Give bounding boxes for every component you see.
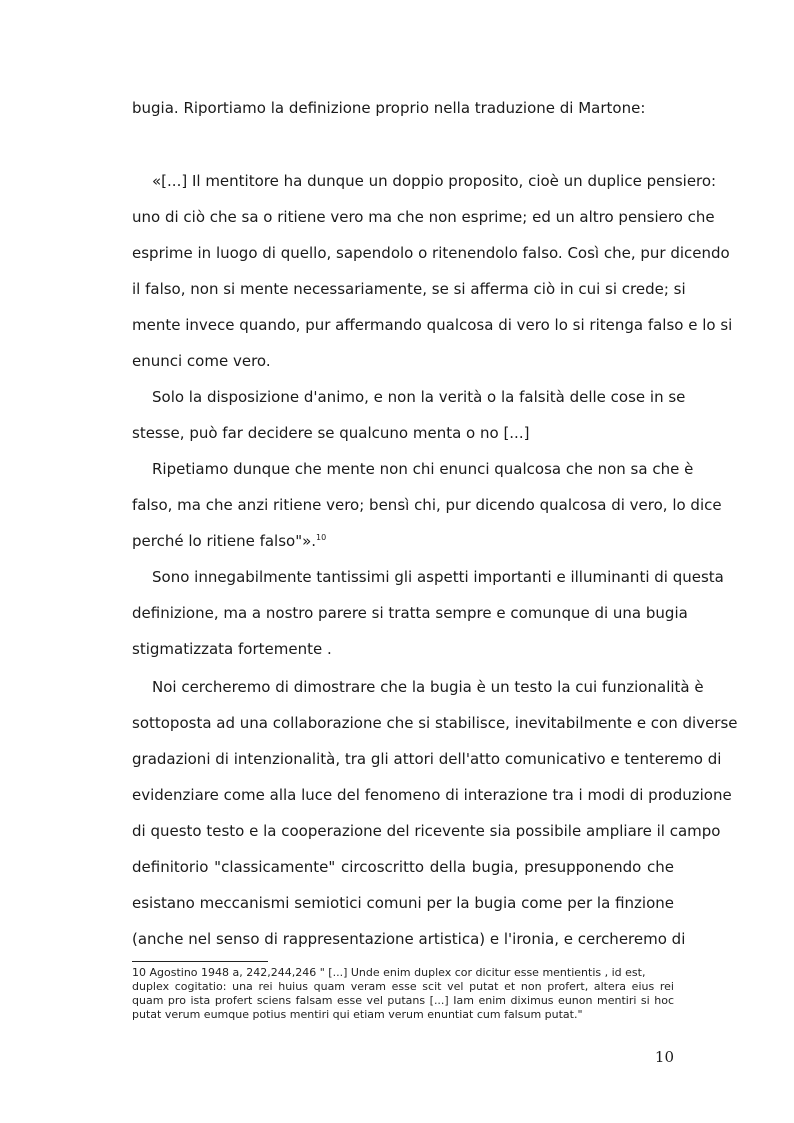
footnote-divider [132,961,268,962]
quote-line: Ripetiamo dunque che mente non chi enunci qualcosa che non sa che è [152,460,694,478]
quote-line: Solo la disposizione d'animo, e non la verità o la falsità delle cose in se [152,388,686,406]
footnote-reference[interactable]: 10 [316,533,327,542]
page-number: 10 [654,1048,674,1066]
body-line: stigmatizzata fortemente . [132,640,332,658]
quote-line: «[...] Il mentitore ha dunque un doppio proposito, cioè un duplice pensiero: [152,172,717,190]
body-line: di questo testo e la cooperazione del ricevente sia possibile ampliare il campo [132,822,721,840]
intro-line: bugia. Riportiamo la definizione proprio nella traduzione di Martone: [132,99,646,117]
footnote-line: putat verum eumque potius mentiri qui etiam verum enuntiat cum falsum putat." [132,1008,583,1021]
body-line: evidenziare come alla luce del fenomeno di interazione tra i modi di produzione [132,786,732,804]
quote-line: esprime in luogo di quello, sapendolo o ritenendolo falso. Così che, pur dicendo [132,244,730,262]
footnote-line: 10 Agostino 1948 a, 242,244,246 " [...] Unde enim duplex cor dicitur esse mentientis , id est, [132,966,646,979]
quote-line: stesse, può far decidere se qualcuno menta o no [...] [132,424,530,442]
body-line: Sono innegabilmente tantissimi gli aspetti importanti e illuminanti di questa [152,568,724,586]
body-line: Noi cercheremo di dimostrare che la bugia è un testo la cui funzionalità è [152,678,704,696]
footnote-line: duplex cogitatio: una rei huius quam veram esse scit vel putat et non profert, altera eius rei [132,980,674,993]
body-line: esistano meccanismi semiotici comuni per la bugia come per la finzione [132,894,674,912]
quote-line: uno di ciò che sa o ritiene vero ma che non esprime; ed un altro pensiero che [132,208,715,226]
footnote-line: quam pro ista profert sciens falsam esse vel putans [...] Iam enim diximus eunon mentiri si hoc [132,994,674,1007]
body-line: (anche nel senso di rappresentazione artistica) e l'ironia, e cercheremo di [132,930,686,948]
body-line: sottoposta ad una collaborazione che si stabilisce, inevitabilmente e con diverse [132,714,738,732]
body-line: gradazioni di intenzionalità, tra gli attori dell'atto comunicativo e tenteremo di [132,750,722,768]
quote-line-text: perché lo ritiene falso"». [132,532,317,550]
quote-line: il falso, non si mente necessariamente, se si afferma ciò in cui si crede; si [132,280,686,298]
quote-line: enunci come vero. [132,352,271,370]
body-line: definizione, ma a nostro parere si tratta sempre e comunque di una bugia [132,604,688,622]
quote-line-last [132,531,674,551]
body-line: definitorio "classicamente" circoscritto della bugia, presupponendo che [132,858,674,876]
quote-line: mente invece quando, pur affermando qualcosa di vero lo si ritenga falso e lo si [132,316,733,334]
quote-line: falso, ma che anzi ritiene vero; bensì chi, pur dicendo qualcosa di vero, lo dice [132,496,722,514]
